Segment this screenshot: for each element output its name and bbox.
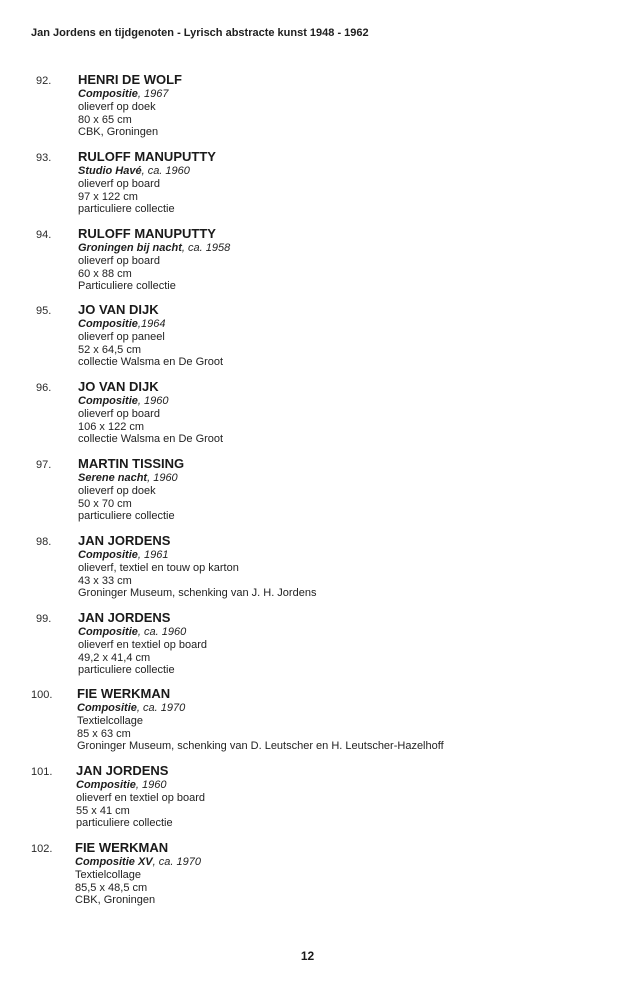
medium: olieverf op board bbox=[78, 254, 160, 267]
title-line bbox=[78, 318, 223, 331]
dimensions: 85 x 63 cm bbox=[77, 727, 131, 740]
title-line bbox=[78, 626, 207, 639]
medium: olieverf en textiel op board bbox=[78, 638, 208, 651]
dimensions: 97 x 122 cm bbox=[78, 190, 138, 203]
work-date: , 1961 bbox=[137, 549, 169, 561]
work-title: Compositie bbox=[78, 395, 138, 407]
work-date: , 1960 bbox=[135, 779, 167, 791]
medium: Textielcollage bbox=[77, 714, 144, 727]
artist-name: JO VAN DIJK bbox=[78, 302, 159, 317]
entry-number: 101. bbox=[31, 766, 53, 778]
dimensions: 80 x 65 cm bbox=[78, 113, 132, 126]
collection: CBK, Groningen bbox=[75, 894, 156, 907]
title-line bbox=[78, 472, 184, 485]
entry-number: 95. bbox=[36, 305, 52, 317]
work-date: , 1967 bbox=[137, 88, 169, 100]
medium: olieverf op board bbox=[78, 177, 160, 190]
artist-name: JO VAN DIJK bbox=[78, 379, 159, 394]
medium: olieverf op board bbox=[78, 407, 160, 420]
dimensions: 55 x 41 cm bbox=[76, 804, 130, 817]
collection: particuliere collectie bbox=[78, 203, 175, 216]
artist-name: RULOFF MANUPUTTY bbox=[78, 149, 216, 164]
entry-number: 99. bbox=[36, 613, 52, 625]
artist-name: MARTIN TISSING bbox=[78, 456, 185, 471]
artist-name: JAN JORDENS bbox=[78, 610, 171, 625]
title-line bbox=[75, 856, 201, 869]
page-number: 12 bbox=[300, 949, 315, 963]
artist-name: RULOFF MANUPUTTY bbox=[78, 226, 216, 241]
medium: olieverf op paneel bbox=[78, 330, 165, 343]
entry-body bbox=[78, 226, 230, 293]
collection: particuliere collectie bbox=[78, 664, 175, 677]
dimensions: 49,2 x 41,4 cm bbox=[78, 651, 151, 664]
entry-body bbox=[78, 610, 207, 677]
entry-body bbox=[78, 149, 216, 216]
work-title: Groningen bij nacht bbox=[78, 242, 182, 254]
collection: particuliere collectie bbox=[76, 817, 173, 830]
collection: particuliere collectie bbox=[78, 510, 175, 523]
dimensions: 52 x 64,5 cm bbox=[78, 343, 141, 356]
work-date: ,1964 bbox=[137, 318, 166, 330]
work-date: , ca. 1970 bbox=[152, 856, 201, 868]
title-line bbox=[78, 395, 223, 408]
work-title: Compositie bbox=[78, 549, 138, 561]
work-title: Compositie XV bbox=[75, 856, 153, 868]
dimensions: 50 x 70 cm bbox=[78, 497, 132, 510]
entry-number: 98. bbox=[36, 536, 52, 548]
collection: collectie Walsma en De Groot bbox=[78, 433, 224, 446]
title-line bbox=[78, 88, 182, 101]
medium: olieverf en textiel op board bbox=[76, 791, 206, 804]
work-date: , ca. 1960 bbox=[141, 165, 190, 177]
entry-number: 92. bbox=[36, 75, 52, 87]
title-line bbox=[78, 165, 216, 178]
entry-body bbox=[78, 379, 223, 446]
collection: CBK, Groningen bbox=[78, 126, 159, 139]
medium: olieverf, textiel en touw op karton bbox=[78, 561, 239, 574]
artist-name: FIE WERKMAN bbox=[75, 840, 169, 855]
entry-number: 93. bbox=[36, 152, 52, 164]
artist-name: FIE WERKMAN bbox=[77, 686, 171, 701]
collection: Groninger Museum, schenking van J. H. Jordens bbox=[78, 587, 317, 600]
title-line bbox=[78, 242, 230, 255]
medium: olieverf op doek bbox=[78, 484, 156, 497]
dimensions: 43 x 33 cm bbox=[78, 574, 132, 587]
artist-name: JAN JORDENS bbox=[76, 763, 169, 778]
dimensions: 60 x 88 cm bbox=[78, 267, 132, 280]
title-line bbox=[78, 549, 316, 562]
dimensions: 85,5 x 48,5 cm bbox=[75, 881, 148, 894]
entry-body bbox=[76, 763, 205, 830]
medium: olieverf op doek bbox=[78, 100, 156, 113]
work-date: , 1960 bbox=[147, 472, 178, 484]
entry-body bbox=[75, 840, 201, 907]
entry-body bbox=[77, 686, 444, 753]
running-header: Jan Jordens en tijdgenoten - Lyrisch abstracte kunst 1948 - 1962 bbox=[31, 27, 369, 39]
entry-number: 94. bbox=[36, 229, 52, 241]
work-title: Compositie bbox=[78, 318, 138, 330]
work-title: Compositie bbox=[76, 779, 136, 791]
entry-body bbox=[78, 533, 316, 600]
dimensions: 106 x 122 cm bbox=[78, 420, 145, 433]
entry-number: 96. bbox=[36, 382, 52, 394]
work-title: Studio Havé bbox=[78, 165, 142, 177]
work-date: , ca. 1960 bbox=[137, 626, 187, 638]
work-date: , ca. 1958 bbox=[181, 242, 231, 254]
collection: Groninger Museum, schenking van D. Leutscher en H. Leutscher-Hazelhoff bbox=[77, 740, 444, 753]
title-line bbox=[77, 702, 444, 715]
entry-body bbox=[78, 72, 182, 139]
entry-body bbox=[78, 302, 223, 369]
work-title: Compositie bbox=[78, 88, 138, 100]
entry-number: 100. bbox=[31, 689, 53, 701]
work-date: , ca. 1970 bbox=[136, 702, 186, 714]
medium: Textielcollage bbox=[75, 868, 142, 881]
collection: Particuliere collectie bbox=[78, 280, 176, 293]
artist-name: HENRI DE WOLF bbox=[78, 72, 182, 87]
title-line bbox=[76, 779, 205, 792]
work-title: Compositie bbox=[77, 702, 137, 714]
work-title: Compositie bbox=[78, 626, 138, 638]
entry-number: 97. bbox=[36, 459, 52, 471]
entry-number: 102. bbox=[31, 843, 53, 855]
entry-body bbox=[78, 456, 184, 523]
artist-name: JAN JORDENS bbox=[78, 533, 171, 548]
collection: collectie Walsma en De Groot bbox=[78, 356, 224, 369]
work-title: Serene nacht bbox=[78, 472, 148, 484]
work-date: , 1960 bbox=[137, 395, 169, 407]
